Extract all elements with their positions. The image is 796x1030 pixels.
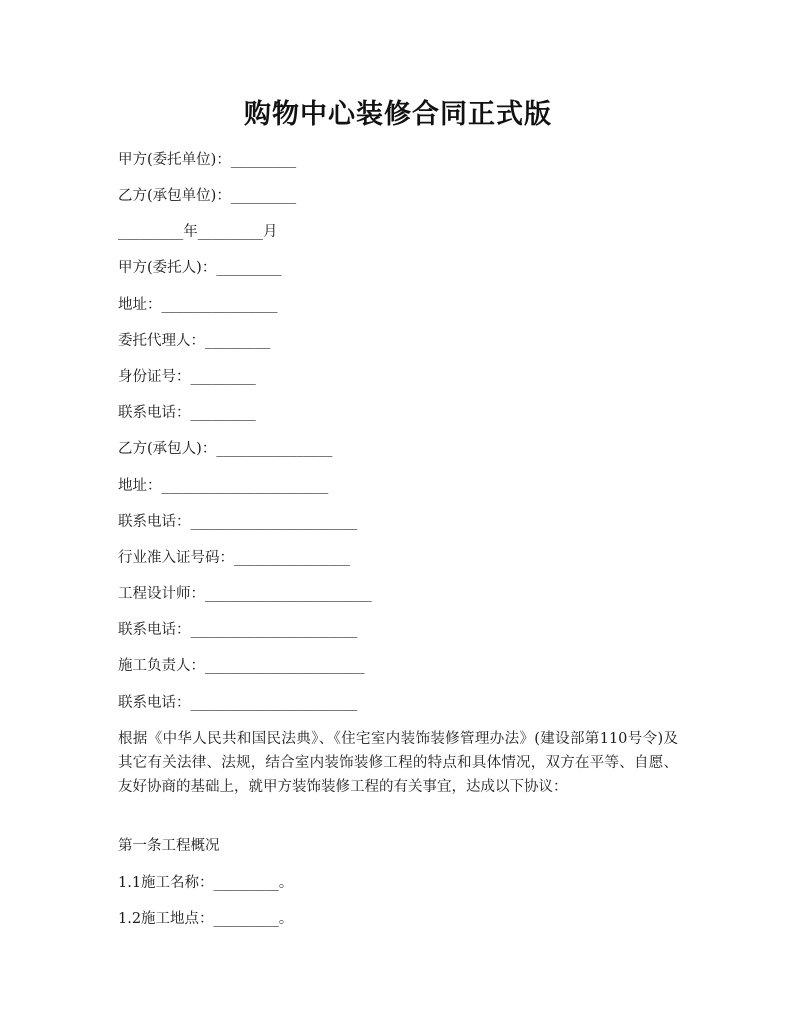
party-b-unit-field: 乙方(承包单位)：_________ — [118, 188, 297, 204]
party-a-phone-field: 联系电话：_________ — [118, 405, 256, 421]
date-field: _________年_________月 — [118, 224, 278, 240]
license-number-field: 行业准入证号码：________________ — [118, 550, 350, 566]
designer-field: 工程设计师：_______________________ — [118, 586, 372, 602]
party-a-address-field: 地址：________________ — [118, 297, 278, 313]
agent-field: 委托代理人：_________ — [118, 333, 271, 349]
id-number-field: 身份证号：_________ — [118, 369, 256, 385]
party-b-phone-field: 联系电话：_______________________ — [118, 514, 358, 530]
item-project-name: 1.1施工名称：_________。 — [118, 875, 294, 891]
party-a-unit-field: 甲方(委托单位)：_________ — [118, 152, 297, 168]
designer-phone-field: 联系电话：_______________________ — [118, 622, 358, 638]
intro-paragraph: 根据《中华人民共和国民法典》、《住宅室内装饰装修管理办法》(建设部第110号令)及其它有关法律、法规，结合室内装饰装修工程的特点和具体情况，双方在平等、自愿、友好协商的基础上，就甲方装饰装修工程的有关事宜，达成以下协议： — [118, 731, 678, 795]
document-title: 购物中心装修合同正式版 — [244, 99, 552, 130]
section-heading: 第一条工程概况 — [118, 838, 220, 854]
party-b-contractor-field: 乙方(承包人)：________________ — [118, 441, 333, 457]
item-project-location: 1.2施工地点：_________。 — [118, 911, 294, 927]
party-b-address-field: 地址：_______________________ — [118, 478, 329, 494]
party-a-client-field: 甲方(委托人)：_________ — [118, 260, 282, 276]
construction-lead-phone-field: 联系电话：_______________________ — [118, 695, 358, 711]
construction-lead-field: 施工负责人：______________________ — [118, 658, 365, 674]
